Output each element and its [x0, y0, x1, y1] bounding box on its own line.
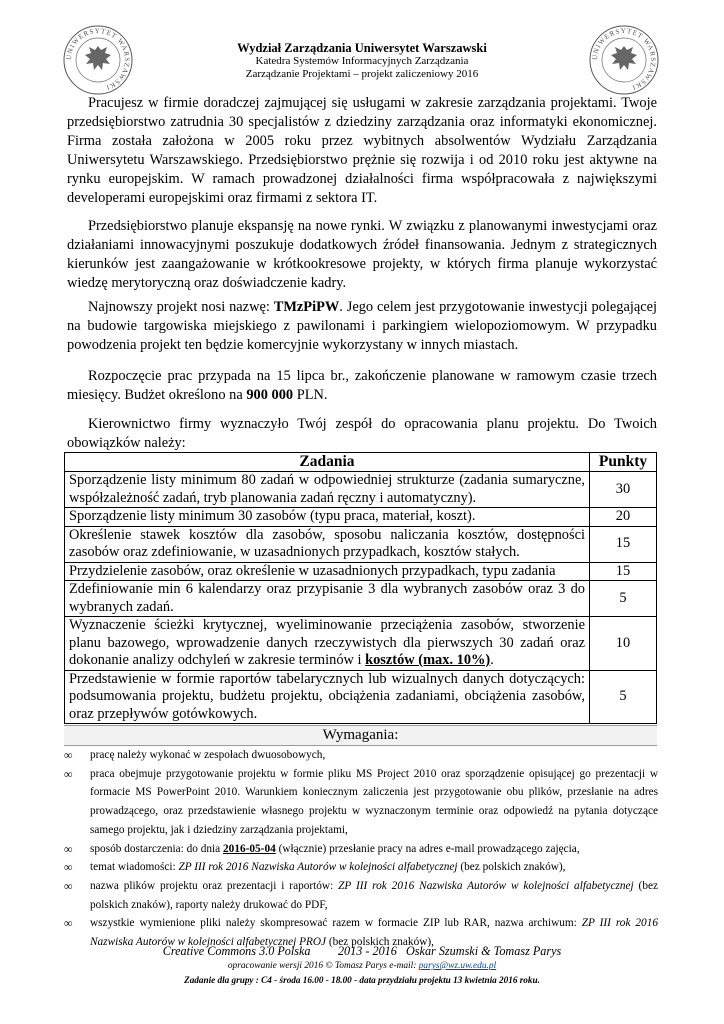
task-description: Przydzielenie zasobów, oraz określenie w uzasadnionych przypadkach, typu zadania — [65, 562, 590, 581]
faculty-name: Wydział Zarządzania Uniwersytet Warszawski — [237, 41, 487, 55]
task-points: 15 — [590, 562, 657, 581]
table-row — [65, 617, 657, 671]
table-row — [65, 472, 657, 508]
infinity-bullet-icon: ∞ — [64, 766, 73, 781]
task-points: 30 — [590, 472, 657, 508]
list-item: ∞ nazwa plików projektu oraz prezentacji i raportów: ZP III rok 2016 Nazwiska Autorów w kolejności alfabetycznej (bez polskich znaków), raporty należy drukować do PDF, — [64, 878, 658, 911]
table-row — [65, 562, 657, 581]
table-header-row — [65, 453, 657, 472]
seal-text: UNIWERSYTET WARSZAWSKI — [590, 26, 658, 92]
tasks-table — [64, 452, 657, 724]
infinity-bullet-icon: ∞ — [64, 748, 73, 762]
seal-text: UNIWERSYTET WARSZAWSKI — [64, 26, 132, 92]
footer-schedule: Zadanie dla grupy : C4 - środa 16.00 - 18.00 - data przydziału projektu 13 kwietnia 2016 roku. — [184, 975, 540, 985]
university-seal-icon — [588, 24, 660, 96]
email-link[interactable]: parys@wz.uw.edu.pl — [418, 961, 497, 971]
intro-paragraph-4: Rozpoczęcie prac przypada na 15 lipca br., zakończenie planowane w ramowym czasie trzech miesięcy. Budżet określono na 900 000 PLN. — [67, 368, 657, 403]
cost-deviation-limit: kosztów (max. 10%) — [365, 652, 491, 668]
list-item: ∞ sposób dostarczenia: do dnia 2016-05-04 (włącznie) przesłanie pracy na adres e-mail prowadzącego zajęcia, — [64, 840, 658, 859]
task-description: Przedstawienie w formie raportów tabelarycznych lub wizualnych danych dotyczących: podsumowania projektu, budżetu projektu, obciążenia zadaniami, obciążenia zasobów, oraz przepływów gotówkowych. — [65, 670, 590, 724]
requirements-heading: Wymagania: — [64, 725, 657, 746]
intro-paragraph-1: Pracujesz w firmie doradczej zajmującej się usługami w zakresie zarządzania projektami. Twoje przedsiębiorstwo zatrudnia 30 specjalistów z dziedziny zarządzania oraz informatyki ekonomicznej. Firma została założona w 2005 roku przez wybitnych absolwentów Wydziału Zarządzania Uniwersytetu Warszawskiego. Przedsiębiorstwo prężnie się rozwija i od 2010 roku jest aktywne na rynku europejskim. W ramach prowadzonej działalności firma współpracowała z największymi developerami europejskimi oraz firmami z sektora IT. — [67, 95, 657, 206]
list-item: ∞ pracę należy wykonać w zespołach dwuosobowych, — [64, 746, 658, 765]
task-description: Sporządzenie listy minimum 30 zasobów (typu praca, materiał, koszt). — [65, 508, 590, 527]
column-header-tasks: Zadania — [65, 453, 590, 472]
footer-license: Creative Commons 3.0 Polska 2013 - 2016 Oskar Szumski & Tomasz Parys — [162, 944, 562, 958]
list-item: ∞ praca obejmuje przygotowanie projektu w formie pliku MS Project 2010 oraz sporządzenie opisującej go prezentacji w formacie MS PowerPoint 2010. Warunkiem koniecznym zaliczenia jest przygotowanie obu plików, przesłanie na adres prowadzącego, oraz przedstawienie własnego projektu w wyznaczonym terminie oraz odpowiedź na pytania dotyczące samego projektu, jak i dziedziny zarządzania projektami, — [64, 766, 658, 836]
project-name: TMzPiPW — [273, 299, 340, 315]
task-points: 20 — [590, 508, 657, 527]
task-points: 5 — [590, 581, 657, 617]
footer-version: opracowanie wersji 2016 © Tomasz Parys e-mail: parys@wz.uw.edu.pl — [227, 961, 497, 971]
infinity-bullet-icon: ∞ — [64, 841, 73, 856]
intro-paragraph-5: Kierownictwo firmy wyznaczyło Twój zespół do opracowania planu projektu. Do Twoich obowiązków należy: — [67, 416, 657, 451]
table-row — [65, 526, 657, 562]
department-name: Katedra Systemów Informacyjnych Zarządzania — [255, 55, 469, 67]
list-item: ∞ temat wiadomości: ZP III rok 2016 Nazwiska Autorów w kolejności alfabetycznej (bez polskich znaków), — [64, 858, 658, 877]
table-row — [65, 581, 657, 617]
table-row — [65, 508, 657, 527]
task-points: 15 — [590, 526, 657, 562]
task-description: Wyznaczenie ścieżki krytycznej, wyeliminowanie przeciążenia zasobów, stworzenie planu bazowego, wprowadzenie danych rzeczywistych dla pierwszych 30 zadań oraz dokonanie analizy odchyleń w zakresie terminów i kosztów (max. 10%). — [65, 617, 590, 671]
task-description: Określenie stawek kosztów dla zasobów, sposobu naliczania kosztów, dostępności zasobów oraz zdefiniowanie, w uzasadnionych przypadkach, kosztów stałych. — [65, 526, 590, 562]
infinity-bullet-icon: ∞ — [64, 860, 73, 875]
document-header — [150, 42, 574, 81]
intro-paragraph-3: Najnowszy projekt nosi nazwę: TMzPiPW. Jego celem jest przygotowanie inwestycji polegającej na budowie targowiska miejskiego z pawilonami i parkingiem wielopoziomowym. W przypadku powodzenia projekt ten będzie komercyjnie wykorzystany w innych miastach. — [67, 299, 657, 353]
infinity-bullet-icon: ∞ — [64, 916, 73, 931]
task-points: 10 — [590, 617, 657, 671]
list-item: ∞ wszystkie wymienione pliki należy skompresować razem w formacie ZIP lub RAR, nazwa archiwum: ZP III rok 2016 Nazwiska Autorów w kolejności alfabetycznej PROJ (bez polskich znaków), — [64, 916, 658, 949]
table-row — [65, 670, 657, 724]
university-seal-icon — [62, 24, 134, 96]
budget-value: 900 000 — [246, 387, 294, 403]
task-description: Sporządzenie listy minimum 80 zadań w odpowiedniej strukturze (zadania sumaryczne, współzależność zadań, tryb planowania zadań ręczny i automatyczny). — [65, 472, 590, 508]
task-description: Zdefiniowanie min 6 kalendarzy oraz przypisanie 3 dla wybranych zasobów oraz 3 do wybranych zadań. — [65, 581, 590, 617]
deadline-date: 2016-05-04 — [223, 842, 276, 855]
requirements-list — [64, 746, 658, 952]
column-header-points: Punkty — [590, 453, 657, 472]
task-points: 5 — [590, 670, 657, 724]
course-name: Zarządzanie Projektami – projekt zaliczeniowy 2016 — [245, 68, 479, 80]
intro-paragraph-2: Przedsiębiorstwo planuje ekspansję na nowe rynki. W związku z planowanymi inwestycjami oraz działaniami innowacyjnymi poszukuje dodatkowych źródeł finansowania. Jednym z strategicznych kierunków jest zaangażowanie w krótkookresowe projekty, w których firma planuje wykorzystać wiedzę merytoryczną oraz doświadczenie kadry. — [67, 218, 657, 291]
infinity-bullet-icon: ∞ — [64, 878, 73, 893]
